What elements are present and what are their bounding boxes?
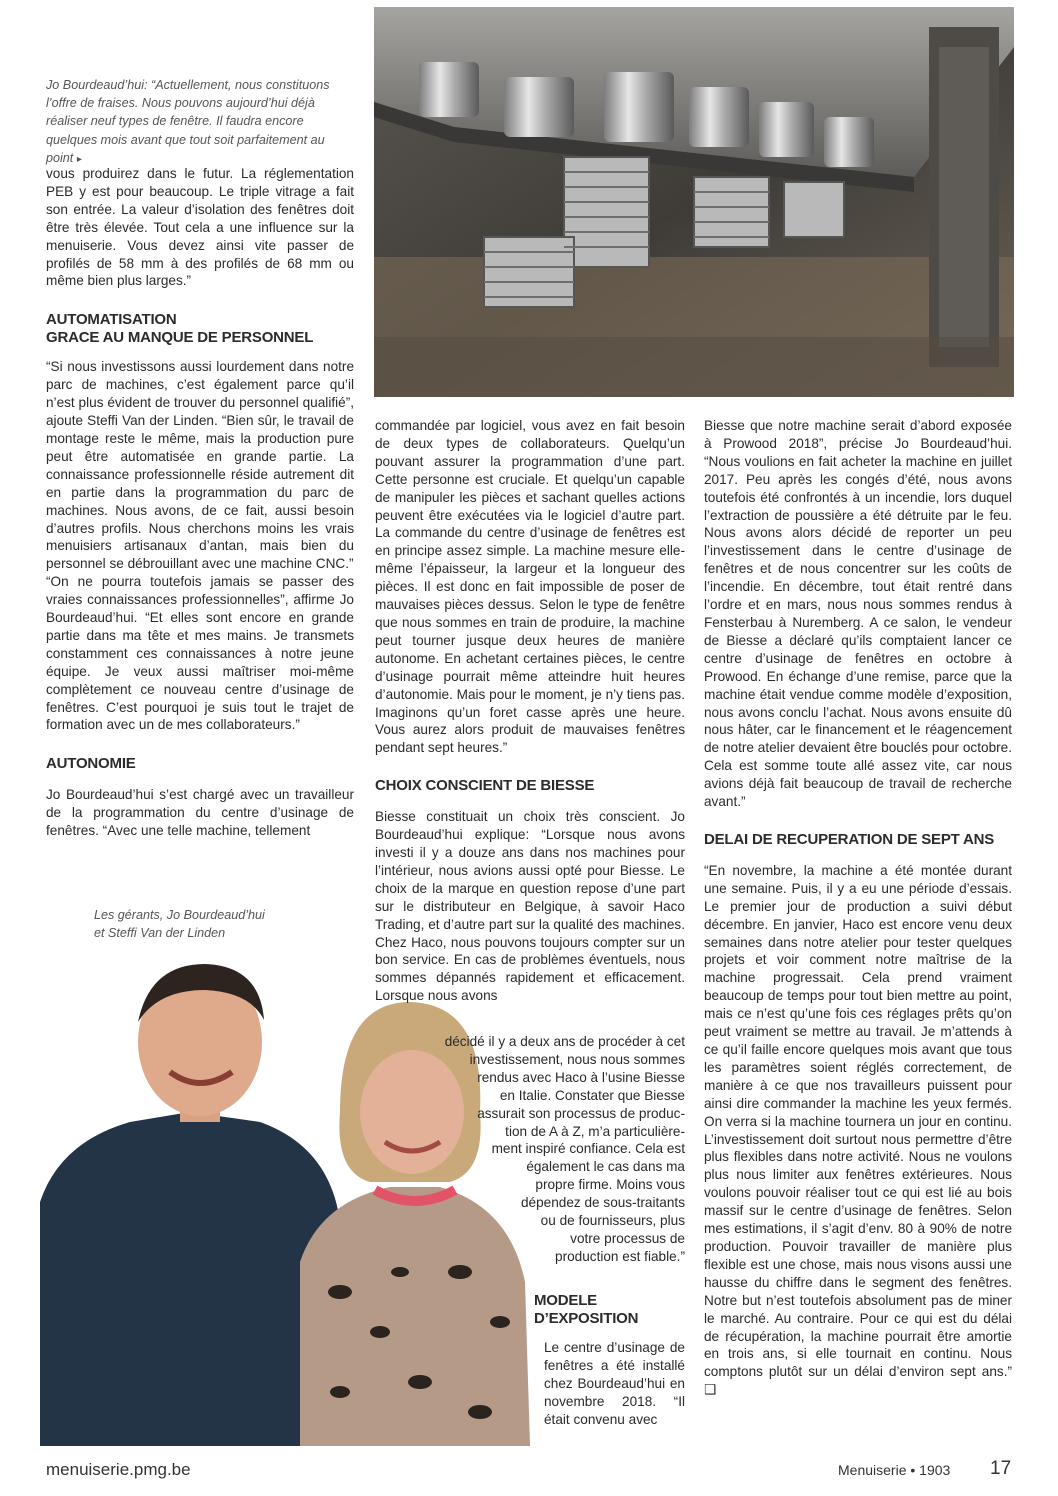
heading-line: GRACE AU MANQUE DE PERSONNEL — [46, 329, 314, 347]
text-line: dépendez de sous-traitants — [521, 1195, 685, 1211]
text-line: investissement, nous nous sommes — [469, 1051, 685, 1067]
section-heading — [46, 311, 354, 347]
paragraph: commandée par logiciel, vous avez en fait besoin de deux types de collaborateurs. Quelqu’un pouvant assurer la programmation d’une part. Cette personne est cruciale. Et quelqu’un capable de manipuler les pièces et sachant quelles actions peuvent être exécutées via le logiciel d’autre part. La commande du centre d’usinage de fenêtres est en principe assez simple. La machine mesure elle-même l’épaisseur, la largeur et la longueur des pièces. Il est donc en fait impossible de poser de mauvaises pièces dessus. Selon le type de fenêtre que nous sommes en train de produire, la machine peut tourner jusque deux heures de manière autonome. En achetant certaines pièces, le centre d’usinage pourrait même atteindre huit heures d’autonomie. Mais pour le moment, je n’y tiens pas. Imaginons qu’un foret casse après une heure. Vous aurez alors produit de mauvaises fenêtres pendant sept heures.” — [375, 418, 685, 756]
heading-line: AUTOMATISATION — [46, 311, 177, 329]
paragraph-text: “En novembre, la machine a été montée durant une semaine. Puis, il y a eu une période d’essais. Le premier jour de production a suivi début décembre. En janvier, Haco est encore venu deux semaines dans notre atelier pour tester quelques projets et voir comment notre maîtrise de la machine progressait. Cela prend vraiment beaucoup de temps pour tout bien mettre au point, mais ce n’est qu’une fois ces réglages prêts qu’on peut vraiment se mettre au travail. Je m’attends à ce qu’il faille encore quelques mois avant que tous les paramètres soient réglés correctement, de manière à ce que nos travailleurs puissent pour ainsi dire commander la machine les yeux fermés. On verra si la machine tournera un jour en continu. L’investissement doit surtout nous permettre d’être plus flexibles dans notre activité. Nous ne voulons plus nous limiter aux fenêtres extérieures. Nous voulons pouvoir réaliser tout ce qui est lié au bois massif sur le centre d’usinage de fenêtres. Selon mes estimations, il s’agit d’env. 80 à 90% de notre production. Pouvoir travailler de manière plus flexible est une chose, mais nous visons aussi une hausse du chiffre dans le segment des fenêtres. Notre but n’est toutefois absolument pas de miner le marché. Au contraire. Pour ce qui est du délai de récupération, la machine pourrait être amortie en trois ans, si elle tournait en continu. Nous comptons plutôt sur un délai d’environ sept ans.” — [704, 862, 1012, 1380]
text-line: rendus avec Haco à l’usine Biesse — [477, 1069, 685, 1085]
text-line: ment inspiré confiance. Cela est — [491, 1141, 685, 1157]
text-line: propre firme. Moins vous — [535, 1177, 685, 1193]
heading-line: MODELE — [534, 1292, 597, 1309]
paragraph: vous produirez dans le futur. La réglementation PEB y est pour beaucoup. Le triple vitrage a fait son entrée. La valeur d’isolation des fenêtres doit être très élevée. Tout cela a une influence sur la menuiserie. Vous devez ainsi vite passer de profilés de 58 mm à des profilés de 68 mm ou même bien plus larges.” — [46, 166, 354, 289]
section-heading: CHOIX CONSCIENT DE BIESSE — [375, 777, 595, 795]
section-heading: DELAI DE RECUPERATION DE SEPT ANS — [704, 830, 995, 848]
text-line: en Italie. Constater que Biesse — [499, 1087, 685, 1103]
paragraph: “On ne pourra toutefois jamais se passer des vraies connaissances professionnelles”, affirme Jo Bourdeaud’hui. “Et elles sont encore en grande partie dans ma tête et mes mains. Je transmets constamment ces connaissances à notre jeune équipe. Je veux aussi maîtriser moi-même complètement ce nouveau centre d’usinage de fenêtres. C’est pourquoi je suis tout le trajet de formation avec un de mes collaborateurs.” — [46, 574, 354, 733]
paragraph: “Si nous investissons aussi lourdement dans notre parc de machines, c’est également parce qu’il n’est plus évident de trouver du personnel qualifié”, ajoute Steffi Van der Linden. “Bien sûr, le travail de montage reste le même, mais la production pure peut être automatisée en grande partie. La connaissance professionnelle réside autrement dit en partie dans la programmation du parc de machines. Nous avons, de ce fait, aussi besoin d’autres profils. Nous cherchons moins les vrais menuisiers artisanaux d’antan, mais bien du personnel se débrouillant avec une machine CNC.” — [46, 359, 354, 572]
paragraph: Le centre d’usinage de fenêtres a été installé chez Bourdeaud’hui en novembre 2018. “Il était convenu avec — [544, 1340, 685, 1427]
photo-caption-text: Jo Bourdeaud’hui: “Actuellement, nous constituons l’offre de fraises. Nous pouvons aujourd’hui déjà réaliser neuf types de fenêtre. Il faudra encore quelques mois avant que tout soit parfaitement au point — [46, 78, 330, 165]
paragraph: Biesse que notre machine serait d’abord exposée à Prowood 2018”, précise Jo Bourdeaud’hui. “Nous voulions en fait acheter la machine en juillet 2017. Peu après les congés d’été, nous avons toutefois été confrontés à un incendie, lors duquel l’extraction de poussière a été détruite par le feu. Nous avons alors décidé de reporter un peu l’investissement dans le centre d’usinage de fenêtres et de nous concentrer sur les coûts de l’incendie. En décembre, tout était rentré dans l’ordre et en mars, nous nous sommes rendus à Fensterbau à Nuremberg. A ce salon, le vendeur de Biesse a déclaré qu’ils comptaient lancer ce centre d’usinage de fenêtres en octobre à Prowood. En échange d’une remise, parce que la machine était vendue comme modèle d’exposition, nous avons conclu l’achat. Nous avons ensuite dû nous hâter, car le financement et le réagencement de notre atelier devaient être bouclés pour octobre. Cela est somme toute allé assez vite, car nous avions déjà fait beaucoup de travail de recherche avant.” — [704, 418, 1012, 810]
text-line: assurait son processus de produc- — [477, 1105, 685, 1121]
wrapped-text — [375, 1033, 685, 1266]
column-1 — [46, 165, 354, 840]
photo-caption — [46, 76, 338, 169]
text-line: également le cas dans ma — [526, 1159, 685, 1175]
column-2 — [375, 417, 685, 1005]
heading-line: D’EXPOSITION — [534, 1310, 639, 1327]
caption-line: et Steffi Van der Linden — [94, 925, 226, 940]
paragraph-box — [544, 1339, 685, 1429]
page-number: 17 — [990, 1458, 1012, 1479]
column-3 — [704, 417, 1012, 1399]
text-line: votre processus de — [570, 1230, 685, 1246]
footer-magazine: Menuiserie • 1903 — [838, 1462, 951, 1478]
website-link[interactable]: menuiserie.pmg.be — [46, 1460, 191, 1479]
section-heading — [534, 1292, 638, 1328]
continue-arrow-icon: ▸ — [76, 153, 82, 165]
caption-line: Les gérants, Jo Bourdeaud’hui — [94, 908, 265, 922]
end-mark-icon: ❑ — [704, 1382, 717, 1398]
paragraph: Biesse constituait un choix très conscient. Jo Bourdeaud’hui explique: “Lorsque nous avons investi il y a douze ans dans nos machines pour l’intérieur, nous avions aussi opté pour Biesse. Le choix de la marque en question repose d’une part sur le distributeur en Belgique, à savoir Haco Trading, et d’autre part sur la qualité des machines. Chez Haco, nous pouvons toujours compter sur un bon service. En cas de problèmes éventuels, nous sommes dépannés rapidement et efficacement. Lorsque nous avons — [375, 809, 685, 1004]
paragraph — [704, 862, 1012, 1399]
text-line: décidé il y a deux ans de procéder à cet — [444, 1034, 685, 1049]
machine-photo — [374, 7, 1014, 397]
text-line: production est fiable.” — [555, 1248, 685, 1264]
text-line: ou de fournisseurs, plus — [540, 1213, 685, 1229]
text-line: tion de A à Z, m’a particulière- — [505, 1123, 685, 1139]
paragraph: Jo Bourdeaud’hui s’est chargé avec un travailleur de la programmation du centre d’usinage de fenêtres. “Avec une telle machine, tellement — [46, 787, 354, 839]
section-heading: AUTONOMIE — [46, 755, 136, 773]
people-caption — [94, 907, 334, 942]
